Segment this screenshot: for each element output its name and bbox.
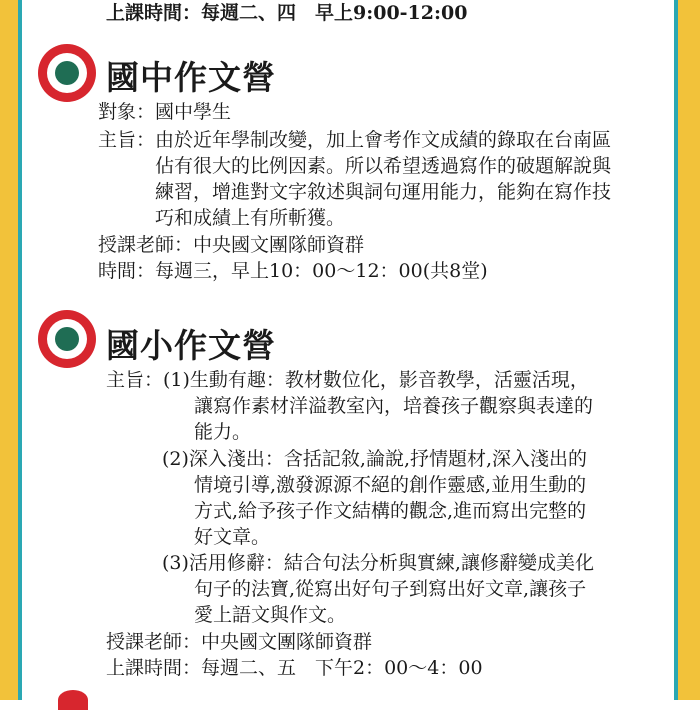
elementary-purpose-line: 情境引導,激發源源不絕的創作靈感,並用生動的 xyxy=(194,474,587,496)
junior-purpose-line: 練習，增進對文字敘述與詞句運用能力，能夠在寫作技 xyxy=(155,181,612,203)
elementary-purpose-line: 讓寫作素材洋溢教室內，培養孩子觀察與表達的 xyxy=(194,395,594,417)
junior-time: 時間：每週三，早上10：00～12：00(共8堂) xyxy=(98,260,488,282)
frame-left-teal xyxy=(18,0,22,700)
junior-purpose-line: 巧和成績上有所斬獲。 xyxy=(155,207,346,229)
elementary-purpose-line: 能力。 xyxy=(194,421,252,443)
elementary-purpose-line: 句子的法寶,從寫出好句子到寫出好文章,讓孩子 xyxy=(194,578,587,600)
elementary-purpose-line: (2)深入淺出：含括記敘,論說,抒情題材,深入淺出的 xyxy=(162,448,588,470)
elementary-teacher: 授課老師：中央國文團隊師資群 xyxy=(106,631,373,653)
elementary-title: 國小作文營 xyxy=(106,326,276,365)
elementary-purpose-line: 主旨：(1)生動有趣：教材數位化，影音教學，活靈活現， xyxy=(106,369,589,391)
top-class-time: 上課時間：每週二、四 早上9:00-12:00 xyxy=(106,2,468,24)
frame-right-teal xyxy=(674,0,678,700)
frame-left-yellow xyxy=(0,0,18,700)
elementary-purpose-line: 愛上語文與作文。 xyxy=(194,604,347,626)
target-badge-icon xyxy=(38,310,96,368)
junior-title: 國中作文營 xyxy=(106,58,276,97)
elementary-class-time: 上課時間：每週二、五 下午2：00～4：00 xyxy=(106,657,483,679)
target-badge-icon xyxy=(38,44,96,102)
partial-badge-icon xyxy=(58,690,88,710)
junior-audience: 對象：國中學生 xyxy=(98,101,232,123)
junior-purpose-line: 主旨：由於近年學制改變，加上會考作文成績的錄取在台南區 xyxy=(98,129,612,151)
junior-purpose-line: 佔有很大的比例因素。所以希望透過寫作的破題解說與 xyxy=(155,155,612,177)
elementary-purpose-line: 好文章。 xyxy=(194,526,271,548)
junior-teacher: 授課老師：中央國文團隊師資群 xyxy=(98,234,365,256)
elementary-purpose-line: 方式,給予孩子作文結構的觀念,進而寫出完整的 xyxy=(194,500,587,522)
frame-right-yellow xyxy=(678,0,700,700)
elementary-purpose-line: (3)活用修辭：結合句法分析與實練,讓修辭變成美化 xyxy=(162,552,594,574)
